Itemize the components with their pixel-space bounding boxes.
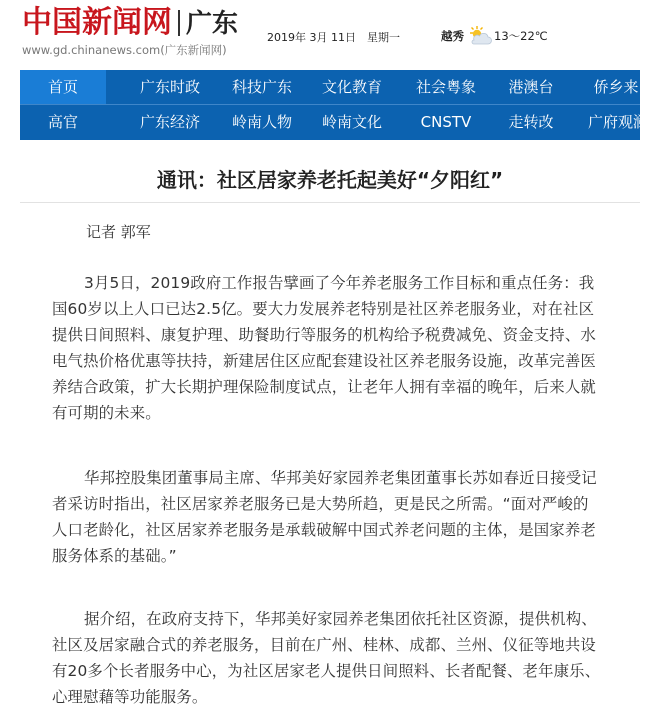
paragraph-line: 国60岁以上人口已达2.5亿。要大力发展养老特别是社区养老服务业，对在社区 — [52, 300, 595, 318]
article-paragraph-3 — [52, 606, 634, 710]
nav-item-society[interactable]: 社会粤象 — [415, 78, 476, 96]
paragraph-line: 服务体系的基础。” — [52, 547, 177, 565]
site-header — [0, 0, 640, 70]
article-title: 通讯：社区居家养老托起美好“夕阳红” — [156, 168, 504, 192]
paragraph-line: 电气热价格优惠等扶持，新建居住区应配套建设社区养老服务设施，改革完善医 — [52, 352, 596, 370]
paragraph-line: 3月5日，2019政府工作报告擘画了今年养老服务工作目标和重点任务：我 — [84, 274, 595, 292]
nav-item-guangfu-guanlan[interactable]: 广府观澜 — [587, 113, 648, 131]
paragraph-line: 社区及居家融合式的养老服务，目前在广州、桂林、成都、兰州、仪征等地共设 — [52, 636, 596, 654]
paragraph-line: 有可期的未来。 — [52, 404, 161, 422]
nav-row-1 — [20, 70, 640, 105]
article-paragraph-2 — [52, 465, 634, 569]
paragraph-line: 人口老龄化，社区居家养老服务是承载破解中国式养老问题的主体，是国家养老 — [52, 521, 596, 539]
header-date: 2019年 3月 11日 星期一 — [267, 31, 400, 44]
paragraph-line: 养结合政策，扩大长期护理保险制度试点，让老年人拥有幸福的晚年，后来人就 — [52, 378, 596, 396]
logo-separator — [178, 10, 180, 36]
paragraph-line: 者采访时指出，社区居家养老服务已是大势所趋，更是民之所需。“面对严峻的 — [52, 495, 589, 513]
nav-item-home[interactable]: 首页 — [20, 70, 106, 105]
logo-region: 广东 — [186, 9, 239, 39]
nav-item-lingnan-culture[interactable]: 岭南文化 — [321, 113, 382, 131]
article-paragraph-1 — [52, 270, 634, 426]
nav-item-culture-education[interactable]: 文化教育 — [321, 78, 382, 96]
nav-item-guangdong-politics[interactable]: 广东时政 — [139, 78, 200, 96]
nav-row-2 — [20, 105, 648, 140]
site-url: www.gd.chinanews.com(广东新闻网) — [22, 43, 227, 57]
weather-temperature: 13～22℃ — [494, 29, 548, 43]
article-title-bar — [20, 151, 640, 203]
weather-widget — [441, 25, 548, 47]
site-logo[interactable] — [22, 6, 238, 41]
nav-item-zouzhuangai[interactable]: 走转改 — [508, 113, 554, 131]
nav-item-officials[interactable]: 高官 — [47, 113, 78, 131]
nav-item-hk-macau-taiwan[interactable]: 港澳台 — [508, 78, 554, 96]
paragraph-line: 提供日间照料、康复护理、助餐助行等服务的机构给予税费减免、资金支持、水 — [52, 326, 596, 344]
nav-item-guangdong-economy[interactable]: 广东经济 — [139, 113, 200, 131]
logo-text: 中国新闻网 — [22, 5, 172, 40]
sun-cloud-icon — [467, 25, 493, 47]
paragraph-line: 据介绍，在政府支持下，华邦美好家园养老集团依托社区资源，提供机构、 — [84, 610, 597, 628]
nav-item-overseas[interactable]: 侨乡来 — [593, 78, 639, 96]
paragraph-line: 华邦控股集团董事局主席、华邦美好家园养老集团董事长苏如春近日接受记 — [84, 469, 597, 487]
main-nav — [20, 70, 648, 140]
paragraph-line: 有20多个长者服务中心，为社区居家老人提供日间照料、长者配餐、老年康乐、 — [52, 662, 601, 680]
article-reporter: 记者 郭军 — [86, 223, 151, 241]
paragraph-line: 心理慰藉等功能服务。 — [52, 688, 208, 706]
nav-item-cnstv[interactable]: CNSTV — [420, 113, 472, 131]
nav-item-lingnan-people[interactable]: 岭南人物 — [231, 113, 292, 131]
weather-city: 越秀 — [441, 29, 464, 43]
nav-item-tech-guangdong[interactable]: 科技广东 — [231, 78, 292, 96]
